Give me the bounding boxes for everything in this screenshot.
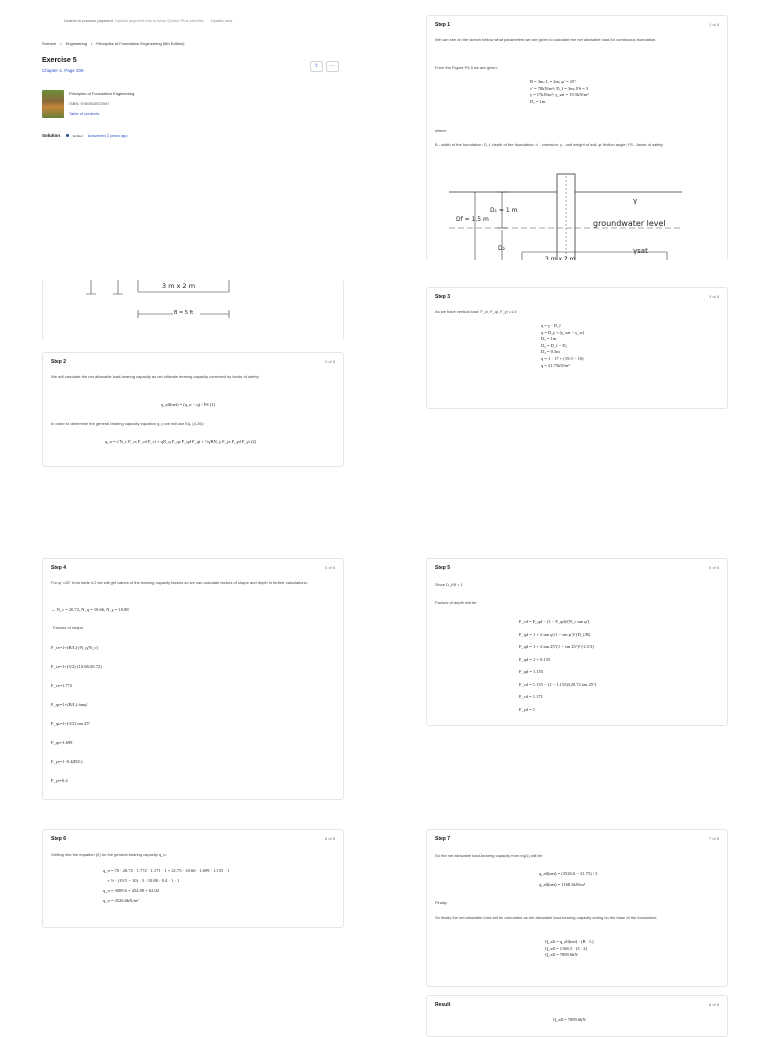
verified-icon — [66, 134, 69, 137]
step-7-card — [426, 829, 728, 987]
step-1-definitions: B - width of the foundation; D_f -depth of the foundation; c′ - cohesion; γ - unit weight of soil; φ′ friction angle; FS - factor of safety — [435, 142, 663, 147]
step-1-equations — [530, 79, 589, 105]
step-5-title: Step 5 — [435, 565, 451, 571]
equation: B = 3m; L = 2m; φ′ = 25° — [530, 79, 577, 84]
equation: γ = 17kN/m³; γ_sat = 19.5kN/m³ — [530, 92, 589, 98]
result-counter: 8 of 8 — [708, 1002, 719, 1007]
equation: F_cd = 1.171 — [519, 694, 543, 699]
equation: q_all(net) = (3526.6 − 21.75) / 3 — [539, 871, 598, 876]
equation: F_cs=1+(B/L)·(N_q/N_c) — [51, 645, 98, 650]
chapter-info: Chapter 4, Page 209 — [42, 68, 84, 73]
step-7-counter: 7 of 8 — [708, 836, 719, 841]
equation: D₁ = 1m — [541, 336, 557, 342]
step-1-card — [426, 15, 728, 260]
page-title: Exercise 5 — [42, 57, 77, 64]
equation: F_cs=1+(3/2)·(10.66/20.72) — [51, 664, 102, 669]
more-options-button[interactable] — [326, 61, 339, 72]
verified-label: Verified — [72, 134, 83, 138]
equation: q_u = 3009.6 + 454.98 + 62.02 — [103, 888, 159, 893]
step-6-title: Step 6 — [51, 836, 67, 842]
update-now-link[interactable]: Update now — [210, 18, 233, 23]
gamma-sat-label: γsat — [633, 247, 648, 255]
step-2-card — [42, 352, 344, 467]
equation: F_qs=1+(B/L)·tanφ′ — [51, 702, 88, 707]
step-4-counter: 4 of 8 — [324, 565, 335, 570]
solution-header — [42, 133, 128, 138]
step-5-text-2: Factors of depth will be: — [435, 600, 478, 605]
step-1-where: where: — [435, 128, 448, 133]
foundation-size-label-cut: 3 m x 2 m — [545, 256, 576, 260]
equation: F_qd = 1.155 — [519, 669, 544, 674]
equation: q_u = 3526.6kN/m² — [103, 898, 139, 903]
width-label: B = 5 ft — [174, 310, 194, 316]
equation: F_qd = 1 + 2 tan 25°(1 − sin 25°)² (1.5/3) — [519, 644, 594, 649]
step-2-equation-2: q_u = c′N_c F_cs F_cd F_ci + qN_q F_qs F_qd F_qi + ½γBN_γ F_γs F_γd F_γi (2) — [105, 439, 257, 444]
equation: Q_all = 1168.3 · (3 · 2) — [545, 945, 587, 951]
table-of-contents-link[interactable]: Table of contents — [69, 111, 100, 116]
equation: q = 21.75kN/m² — [541, 362, 570, 368]
breadcrumb-science[interactable]: Science — [42, 41, 57, 46]
breadcrumb-engineering[interactable]: Engineering — [65, 41, 87, 46]
step-1-title: Step 1 — [435, 22, 451, 28]
equation: F_cs=1.772 — [51, 683, 73, 688]
step-4-text: For φ′ =25° from table 4.2 we will get values of the bearing capacity factors so we can calculate factors of shape and depth in further calculations: — [51, 580, 308, 585]
result-value: Q_all = 7009.6kN — [553, 1017, 586, 1022]
equation: Q_all = 7009.6kN — [545, 952, 578, 958]
result-card — [426, 995, 728, 1037]
step-7-text-3: So finally the net allowable load will be calculated as net allowable load-bearing capacity acting on the base of the foundation: — [435, 915, 658, 920]
sketch-continuation-card — [42, 280, 344, 340]
df-label: Df = 1.5 m — [456, 216, 489, 223]
equation: D₂ = 0.5m — [541, 349, 560, 355]
equation: F_cd = F_qd − (1 − F_qd)/(N_c tan φ′) — [519, 619, 590, 624]
step-5-counter: 5 of 8 — [708, 565, 719, 570]
equation: q_u = 70 · 20.72 · 1.772 · 1.171 · 1 + 21.75 · 10.66 · 1.699 · 1.155 · 1 — [103, 868, 230, 873]
step-7-equations-1 — [539, 868, 597, 890]
result-title: Result — [435, 1002, 451, 1008]
equation: F_qs=1+(3/2)·tan 25° — [51, 721, 91, 726]
equation: F_qd = 1 + 2 tan φ′(1 − sin φ′)² (D_f/B) — [519, 631, 591, 637]
solution-label: Solution — [42, 133, 60, 138]
equation: F_cd = 1.155 − (1 − 1.155)/(20.72 tan 25°) — [519, 681, 597, 687]
equation: F_qs=1.699 — [51, 740, 73, 745]
book-cover — [42, 90, 64, 118]
step-4-equations — [51, 638, 102, 790]
d1-label: D₁ = 1 m — [490, 207, 518, 214]
step-6-text: Getting into the equation (2) for the general bearing capacity q_u: — [51, 852, 167, 857]
step-7-title: Step 7 — [435, 836, 451, 842]
foundation-size-label: 3 m x 2 m — [162, 282, 196, 290]
more-icon: ⋯ — [330, 63, 335, 69]
step-5-text: Since D_f/B < 1 — [435, 582, 463, 587]
equation: D₂ = D_f − D₁ — [541, 342, 568, 348]
equation: D₁ = 1m — [530, 98, 546, 104]
step-3-card — [426, 287, 728, 409]
step-4-text-2: Factors of shape: — [53, 625, 84, 630]
groundwater-label: groundwater level — [593, 219, 666, 228]
step-4-factors: → N_c = 20.72, N_q = 10.66, N_γ = 10.88 — [51, 607, 129, 612]
step-7-text: So the net allowable load-bearing capacity from eq(1) will be: — [435, 853, 544, 858]
equation: q_all(net) = 1168.3kN/m² — [539, 882, 586, 887]
step-2-text: We will calculate the net allowable load-bearing capacity as net ultimate bearing capacity corrected by factor of safety: — [51, 374, 260, 379]
share-icon: ⇪ — [314, 63, 319, 69]
step-5-equations — [519, 616, 596, 716]
step-4-title: Step 4 — [51, 565, 67, 571]
step-4-card — [42, 558, 344, 800]
step-1-given: From the Figure P4.5 we are given: — [435, 65, 498, 70]
equation: F_qd = 1 + 0.155 — [519, 656, 551, 662]
answered-date: Answered 2 years ago — [87, 133, 128, 138]
step-2-equation-1: q_all(net) = (q_u − q) / FS (1) — [161, 402, 215, 407]
step-5-card — [426, 558, 728, 726]
equation: q = γ · D_f — [541, 323, 561, 328]
equation: Q_all = q_all(net) · (B · L) — [545, 939, 594, 944]
book-isbn: ISBN: 9780553537697 — [69, 101, 110, 106]
step-6-card — [42, 829, 344, 928]
gamma-label: γ — [633, 197, 638, 205]
banner-detail: Update payment info to keep Quizlet Plus benefits — [114, 18, 204, 23]
book-title[interactable]: Principles of Foundation Engineering — [69, 91, 135, 96]
equation: q = 1 · 17 + (19.5 − 10) — [541, 355, 584, 361]
step-1-counter: 1 of 8 — [708, 22, 719, 27]
share-button[interactable] — [310, 61, 323, 72]
step-3-title: Step 3 — [435, 294, 451, 300]
step-2-text-2: In order to determine the general bearing capacity equation q_u we will use Eq. (4.26): — [51, 421, 204, 426]
step-3-text: As we have vertical load: F_ci, F_qi, F_γi =1.0 — [435, 309, 517, 314]
step-7-finally: Finally: — [435, 900, 448, 905]
equation: F_γd = 1 — [519, 706, 536, 712]
payment-banner — [64, 18, 232, 23]
equation: q = D₁γ + (γ_sat − γ_w) — [541, 329, 585, 335]
equation: F_γs=0.4 — [51, 778, 68, 783]
banner-message: Unable to process payment. — [64, 18, 114, 23]
step-2-title: Step 2 — [51, 359, 67, 365]
equation: F_γs=1−0.4(B/L) — [51, 759, 83, 764]
step-7-equations-2 — [545, 939, 594, 959]
breadcrumb-book[interactable]: Principles of Foundation Engineering (8th Edition) — [96, 41, 185, 46]
step-1-text: We can see on the sketch bellow what parameters we are given to calculate the net allowable load for continuous foundation. — [435, 37, 657, 42]
step-6-equations — [103, 866, 229, 906]
d2-label: D₂ — [498, 245, 506, 252]
equation: c′ = 70kN/m²; D_f = 3m; FS = 3 — [530, 85, 589, 91]
equation: + ½ · (19.5 − 10) · 3 · 10.88 · 0.4 · 1 · 1 — [107, 878, 180, 883]
step-3-equations — [541, 323, 584, 369]
step-6-counter: 6 of 8 — [324, 836, 335, 841]
breadcrumb: Science / Engineering / Principles of Foundation Engineering (8th Edition) — [42, 41, 185, 46]
step-2-counter: 2 of 8 — [324, 359, 335, 364]
foundation-sketch-top — [427, 166, 727, 260]
step-3-counter: 3 of 8 — [708, 294, 719, 299]
